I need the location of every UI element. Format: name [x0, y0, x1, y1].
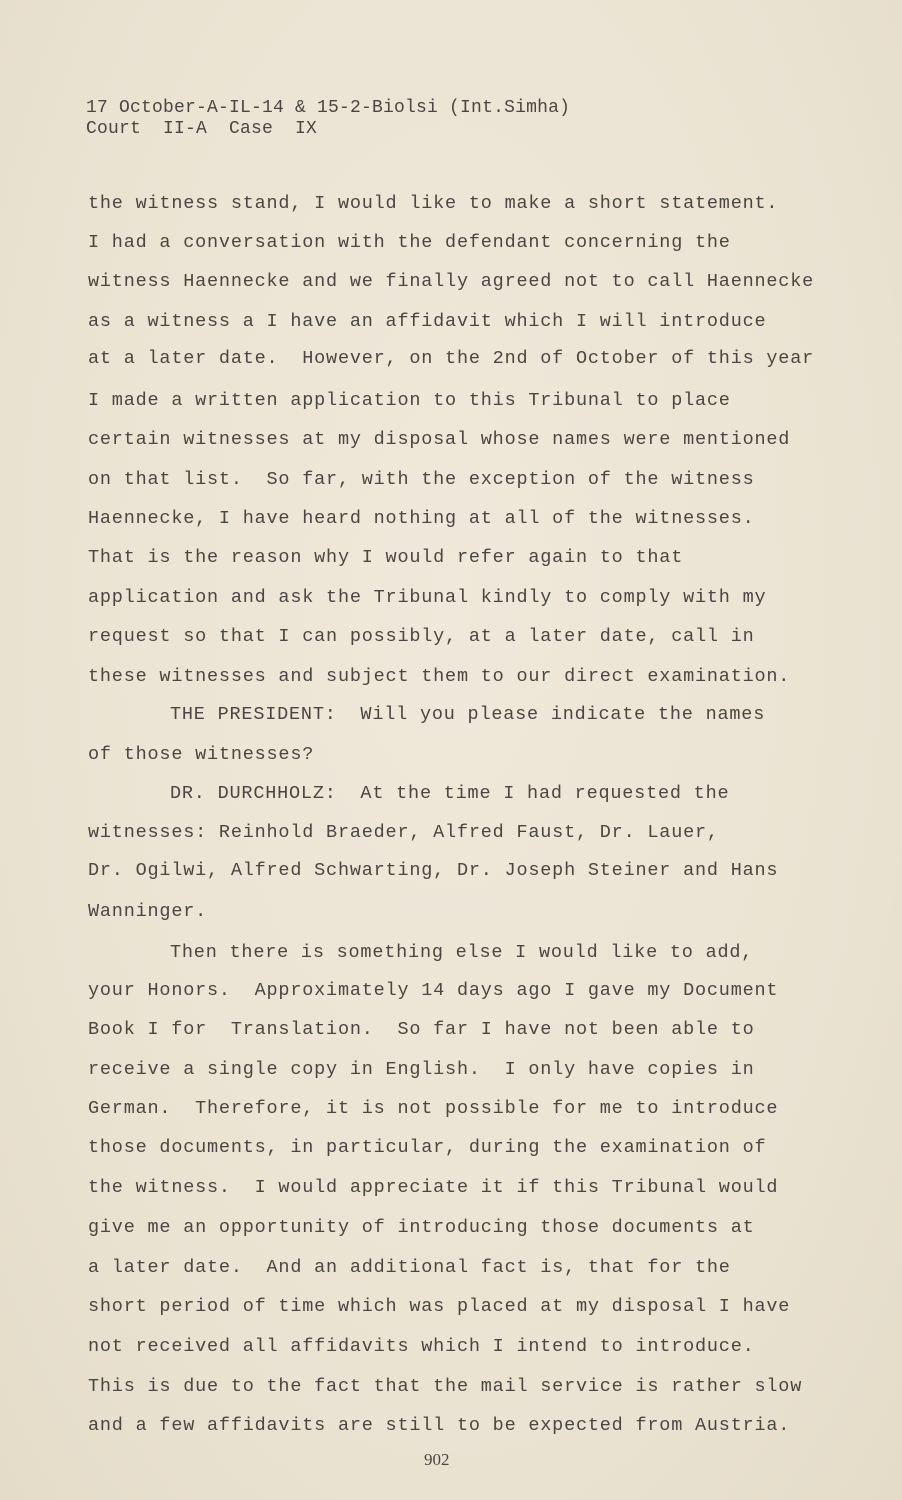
- body-line: the witness. I would appreciate it if this Tribunal would: [88, 1177, 779, 1198]
- body-line: your Honors. Approximately 14 days ago I gave my Document: [88, 980, 779, 1001]
- body-line: receive a single copy in English. I only have copies in: [88, 1059, 755, 1080]
- body-line: short period of time which was placed at my disposal I have: [88, 1296, 791, 1317]
- body-line: certain witnesses at my disposal whose names were mentioned: [88, 429, 791, 450]
- body-line: request so that I can possibly, at a later date, call in: [88, 626, 755, 647]
- body-line: Wanninger.: [88, 901, 208, 922]
- body-line: at a later date. However, on the 2nd of October of this year: [88, 348, 815, 369]
- body-line: as a witness a I have an affidavit which I will introduce: [88, 311, 767, 332]
- body-line: This is due to the fact that the mail service is rather slow: [88, 1376, 803, 1397]
- body-line: witness Haennecke and we finally agreed not to call Haennecke: [88, 271, 815, 292]
- body-line: German. Therefore, it is not possible for me to introduce: [88, 1098, 779, 1119]
- body-line: I had a conversation with the defendant concerning the: [88, 232, 731, 253]
- body-line: Dr. Ogilwi, Alfred Schwarting, Dr. Joseph Steiner and Hans: [88, 860, 779, 881]
- body-line: Book I for Translation. So far I have not been able to: [88, 1019, 755, 1040]
- body-line: give me an opportunity of introducing those documents at: [88, 1217, 755, 1238]
- speaker-line-durchholz: DR. DURCHHOLZ: At the time I had requested the: [170, 783, 730, 804]
- header-line-2: Court II-A Case IX: [86, 119, 318, 139]
- body-line: of those witnesses?: [88, 744, 315, 765]
- page-number: 902: [424, 1450, 450, 1469]
- speaker-line-president: THE PRESIDENT: Will you please indicate the names: [170, 704, 766, 725]
- body-line: Haennecke, I have heard nothing at all of the witnesses.: [88, 508, 755, 529]
- header-line-1: 17 October-A-IL-14 & 15-2-Biolsi (Int.Simha): [86, 98, 571, 118]
- body-line: and a few affidavits are still to be expected from Austria.: [88, 1415, 791, 1436]
- body-line: That is the reason why I would refer again to that: [88, 547, 684, 568]
- body-line: not received all affidavits which I intend to introduce.: [88, 1336, 755, 1357]
- body-line: on that list. So far, with the exception of the witness: [88, 469, 755, 490]
- body-line: a later date. And an additional fact is, that for the: [88, 1257, 731, 1278]
- body-line: the witness stand, I would like to make a short statement.: [88, 193, 779, 214]
- body-line: those documents, in particular, during the examination of: [88, 1137, 767, 1158]
- body-line: I made a written application to this Tribunal to place: [88, 390, 731, 411]
- paragraph-start-line: Then there is something else I would like to add,: [170, 942, 754, 963]
- body-line: these witnesses and subject them to our direct examination.: [88, 666, 791, 687]
- body-line: application and ask the Tribunal kindly to comply with my: [88, 587, 767, 608]
- body-line: witnesses: Reinhold Braeder, Alfred Faust, Dr. Lauer,: [88, 822, 719, 843]
